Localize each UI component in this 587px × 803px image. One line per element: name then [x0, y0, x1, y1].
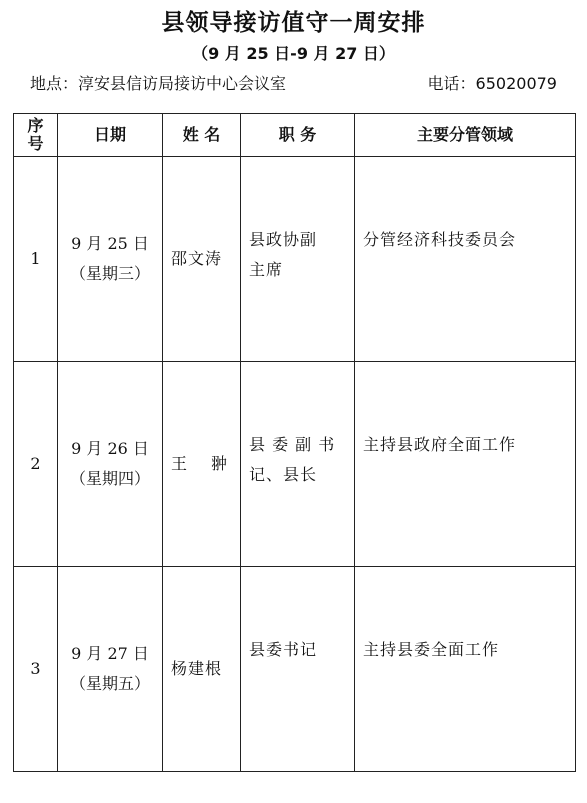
- area-text: 主持县委全面工作: [363, 640, 500, 659]
- column-header-no: 序号: [14, 114, 58, 157]
- area-cell: [355, 567, 576, 772]
- position-cell: [241, 567, 355, 772]
- position-text-line2: 主席: [249, 260, 284, 279]
- position-text-line1: 县 委 副 书: [249, 435, 336, 454]
- date-text: 9 月 25 日: [71, 234, 149, 253]
- position-text-line1: 县政协副: [249, 230, 318, 249]
- column-header-date: 日期: [58, 114, 163, 157]
- table-header-row: [14, 114, 576, 157]
- area-cell: [355, 157, 576, 362]
- phone-text: 电话：65020079: [427, 74, 557, 93]
- name-cell: [163, 157, 241, 362]
- page-title: 县领导接访值守一周安排: [161, 10, 426, 36]
- date-cell: [58, 362, 163, 567]
- table-row: [14, 567, 576, 772]
- position-text-line1: 县委书记: [249, 640, 318, 659]
- column-header-area: 主要分管领域: [355, 114, 576, 157]
- area-text: 分管经济科技委员会: [363, 230, 517, 249]
- date-cell: [58, 157, 163, 362]
- table-row: [14, 157, 576, 362]
- leader-name: 杨建根: [171, 659, 223, 678]
- location-text: 地点：淳安县信访局接访中心会议室: [30, 74, 287, 93]
- leader-name: 王 翀: [171, 454, 229, 473]
- date-text: 9 月 26 日: [71, 439, 149, 458]
- date-range-subtitle: （9 月 25 日-9 月 27 日）: [192, 44, 395, 63]
- position-cell: [241, 157, 355, 362]
- column-header-position: 职 务: [241, 114, 355, 157]
- date-cell: [58, 567, 163, 772]
- weekday-text: （星期四）: [69, 469, 150, 488]
- name-cell: [163, 362, 241, 567]
- weekday-text: （星期五）: [69, 674, 150, 693]
- column-header-name: 姓 名: [163, 114, 241, 157]
- row-number: 2: [14, 362, 58, 567]
- leader-name: 邵文涛: [171, 249, 223, 268]
- name-cell: [163, 567, 241, 772]
- position-text-line2: 记、县长: [249, 465, 318, 484]
- schedule-table: [13, 113, 576, 772]
- row-number: 3: [14, 567, 58, 772]
- area-text: 主持县政府全面工作: [363, 435, 517, 454]
- area-cell: [355, 362, 576, 567]
- table-row: [14, 362, 576, 567]
- row-number: 1: [14, 157, 58, 362]
- weekday-text: （星期三）: [69, 264, 150, 283]
- position-cell: [241, 362, 355, 567]
- date-text: 9 月 27 日: [71, 644, 149, 663]
